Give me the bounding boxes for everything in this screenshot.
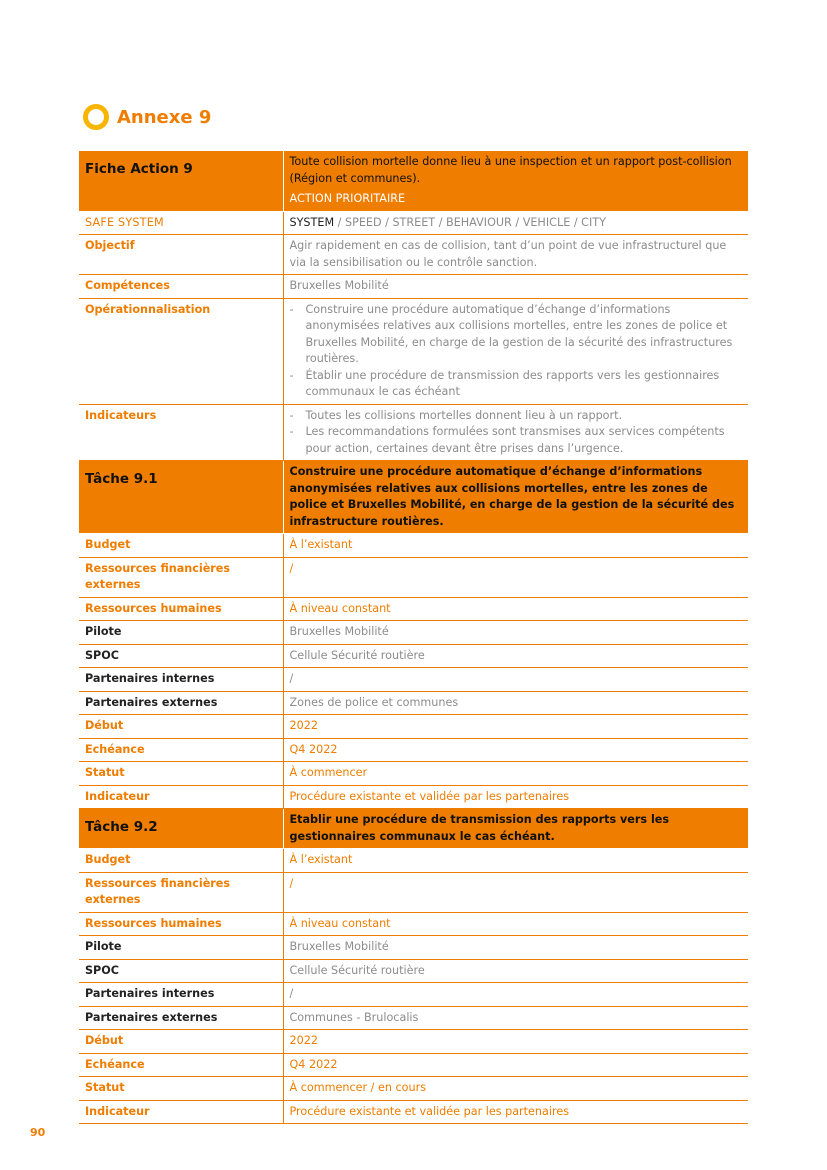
partenaires-externes-label: Partenaires externes <box>85 1010 218 1024</box>
table-row <box>79 557 748 597</box>
fiche-text: Toute collision mortelle donne lieu à une inspection et un rapport post-collision (Région et communes). <box>289 155 732 185</box>
pilote-value: Bruxelles Mobilité <box>289 940 389 953</box>
statut-value: À commencer <box>289 766 368 779</box>
list-item: - Toutes les collisions mortelles donnent lieu à un rapport. <box>290 408 743 425</box>
ressources-humaines-label: Ressources humaines <box>85 916 222 930</box>
annex-heading <box>83 104 211 130</box>
operationnalisation-row <box>79 298 748 404</box>
table-row <box>79 1077 748 1101</box>
table-row <box>79 534 748 558</box>
competences-row <box>79 275 748 299</box>
table-row <box>79 959 748 983</box>
table-row <box>79 1006 748 1030</box>
budget-value: À l’existant <box>289 538 353 551</box>
table-row <box>79 762 748 786</box>
indicateurs-label: Indicateurs <box>85 408 157 422</box>
spoc-value: Cellule Sécurité routière <box>289 648 425 662</box>
echeance-label: Echéance <box>85 1057 145 1071</box>
task-9-2-text: Etablir une procédure de transmission des rapports vers les gestionnaires communaux le cas échéant. <box>289 813 670 843</box>
task-9-2-label: Tâche 9.2 <box>85 819 158 835</box>
ressources-financieres-value: / <box>289 876 294 890</box>
debut-value: 2022 <box>289 1034 318 1047</box>
annex-title: Annexe 9 <box>117 106 212 128</box>
indicateur-value: Procédure existante et validée par les partenaires <box>289 1104 570 1118</box>
list-item: - Construire une procédure automatique d’échange d’informations anonymisées relatives aux collisions mortelles, entre les zones de police et Bruxelles Mobilité, en charge de la gestion de la sécurité des infrastructures routières. <box>290 302 743 368</box>
indicateurs-row <box>79 404 748 461</box>
table-row <box>79 1100 748 1124</box>
list-item: - Établir une procédure de transmission des rapports vers les gestionnaires communaux le cas échéant <box>290 368 743 401</box>
ressources-humaines-label: Ressources humaines <box>85 601 222 615</box>
table-row <box>79 621 748 645</box>
table-row <box>79 1053 748 1077</box>
safe-system-active: SYSTEM <box>289 215 335 229</box>
table-row <box>79 691 748 715</box>
budget-label: Budget <box>85 853 131 866</box>
task-9-1-header-row <box>79 461 748 534</box>
partenaires-internes-value: / <box>289 987 294 1000</box>
table-row <box>79 936 748 960</box>
debut-label: Début <box>85 719 124 732</box>
table-row <box>79 597 748 621</box>
table-row <box>79 872 748 912</box>
indicateur-value: Procédure existante et validée par les partenaires <box>289 789 570 803</box>
safe-system-row <box>79 211 748 235</box>
indicateurs-list <box>290 408 743 458</box>
table-row <box>79 738 748 762</box>
priority-label: ACTION PRIORITAIRE <box>289 192 406 205</box>
ressources-financieres-label: Ressources financières externes <box>85 561 231 591</box>
table-row <box>79 668 748 692</box>
fiche-header-row <box>79 151 748 211</box>
partenaires-internes-value: / <box>289 672 294 685</box>
debut-value: 2022 <box>289 719 318 732</box>
partenaires-externes-label: Partenaires externes <box>85 695 218 709</box>
competences-label: Compétences <box>85 279 170 292</box>
debut-label: Début <box>85 1034 124 1047</box>
circle-bullet-icon <box>83 104 109 130</box>
pilote-label: Pilote <box>85 940 122 953</box>
pilote-value: Bruxelles Mobilité <box>289 625 389 638</box>
table-row <box>79 983 748 1007</box>
ressources-financieres-value: / <box>289 561 294 575</box>
partenaires-internes-label: Partenaires internes <box>85 672 215 685</box>
table-row <box>79 912 748 936</box>
task-9-1-label: Tâche 9.1 <box>85 471 158 487</box>
ressources-humaines-value: À niveau constant <box>289 601 391 615</box>
competences-value: Bruxelles Mobilité <box>289 279 389 292</box>
echeance-value: Q4 2022 <box>289 742 338 756</box>
partenaires-internes-label: Partenaires internes <box>85 987 215 1000</box>
pilote-label: Pilote <box>85 625 122 638</box>
indicateur-label: Indicateur <box>85 789 150 803</box>
table-row <box>79 715 748 739</box>
spoc-label: SPOC <box>85 648 119 662</box>
table-row <box>79 785 748 809</box>
list-item: - Les recommandations formulées sont transmises aux services compétents pour action, certaines devant être prises dans l’urgence. <box>290 424 743 457</box>
budget-value: À l’existant <box>289 853 353 866</box>
spoc-label: SPOC <box>85 963 119 977</box>
operationnalisation-label: Opérationnalisation <box>85 302 211 316</box>
ressources-financieres-label: Ressources financières externes <box>85 876 231 906</box>
task-9-1-text: Construire une procédure automatique d’échange d’informations anonymisées relatives aux collisions mortelles, entre les zones de police et Bruxelles Mobilité, en charge de la gestion de la sécurité des infrastructure routières. <box>289 465 735 528</box>
task-9-2-header-row <box>79 809 748 849</box>
ressources-humaines-value: À niveau constant <box>289 916 391 930</box>
objectif-label: Objectif <box>85 239 135 252</box>
objectif-value: Agir rapidement en cas de collision, tant d’un point de vue infrastructurel que via la sensibilisation ou le contrôle sanction. <box>289 239 727 269</box>
partenaires-externes-value: Communes - Brulocalis <box>289 1010 419 1024</box>
fiche-label: Fiche Action 9 <box>85 161 193 177</box>
spoc-value: Cellule Sécurité routière <box>289 963 425 977</box>
statut-label: Statut <box>85 766 125 779</box>
table-row <box>79 1030 748 1054</box>
partenaires-externes-value: Zones de police et communes <box>289 695 459 709</box>
statut-label: Statut <box>85 1081 125 1094</box>
objectif-row <box>79 235 748 275</box>
statut-value: À commencer / en cours <box>289 1081 427 1094</box>
table-row <box>79 644 748 668</box>
table-row <box>79 849 748 873</box>
indicateur-label: Indicateur <box>85 1104 150 1118</box>
safe-system-label: SAFE SYSTEM <box>85 215 164 229</box>
page-number: 90 <box>30 1126 46 1139</box>
echeance-value: Q4 2022 <box>289 1057 338 1071</box>
echeance-label: Echéance <box>85 742 145 756</box>
safe-system-rest: / SPEED / STREET / BEHAVIOUR / VEHICLE / CITY <box>334 215 606 229</box>
operationnalisation-list <box>290 302 743 401</box>
budget-label: Budget <box>85 538 131 551</box>
action-sheet-table <box>79 151 748 1124</box>
